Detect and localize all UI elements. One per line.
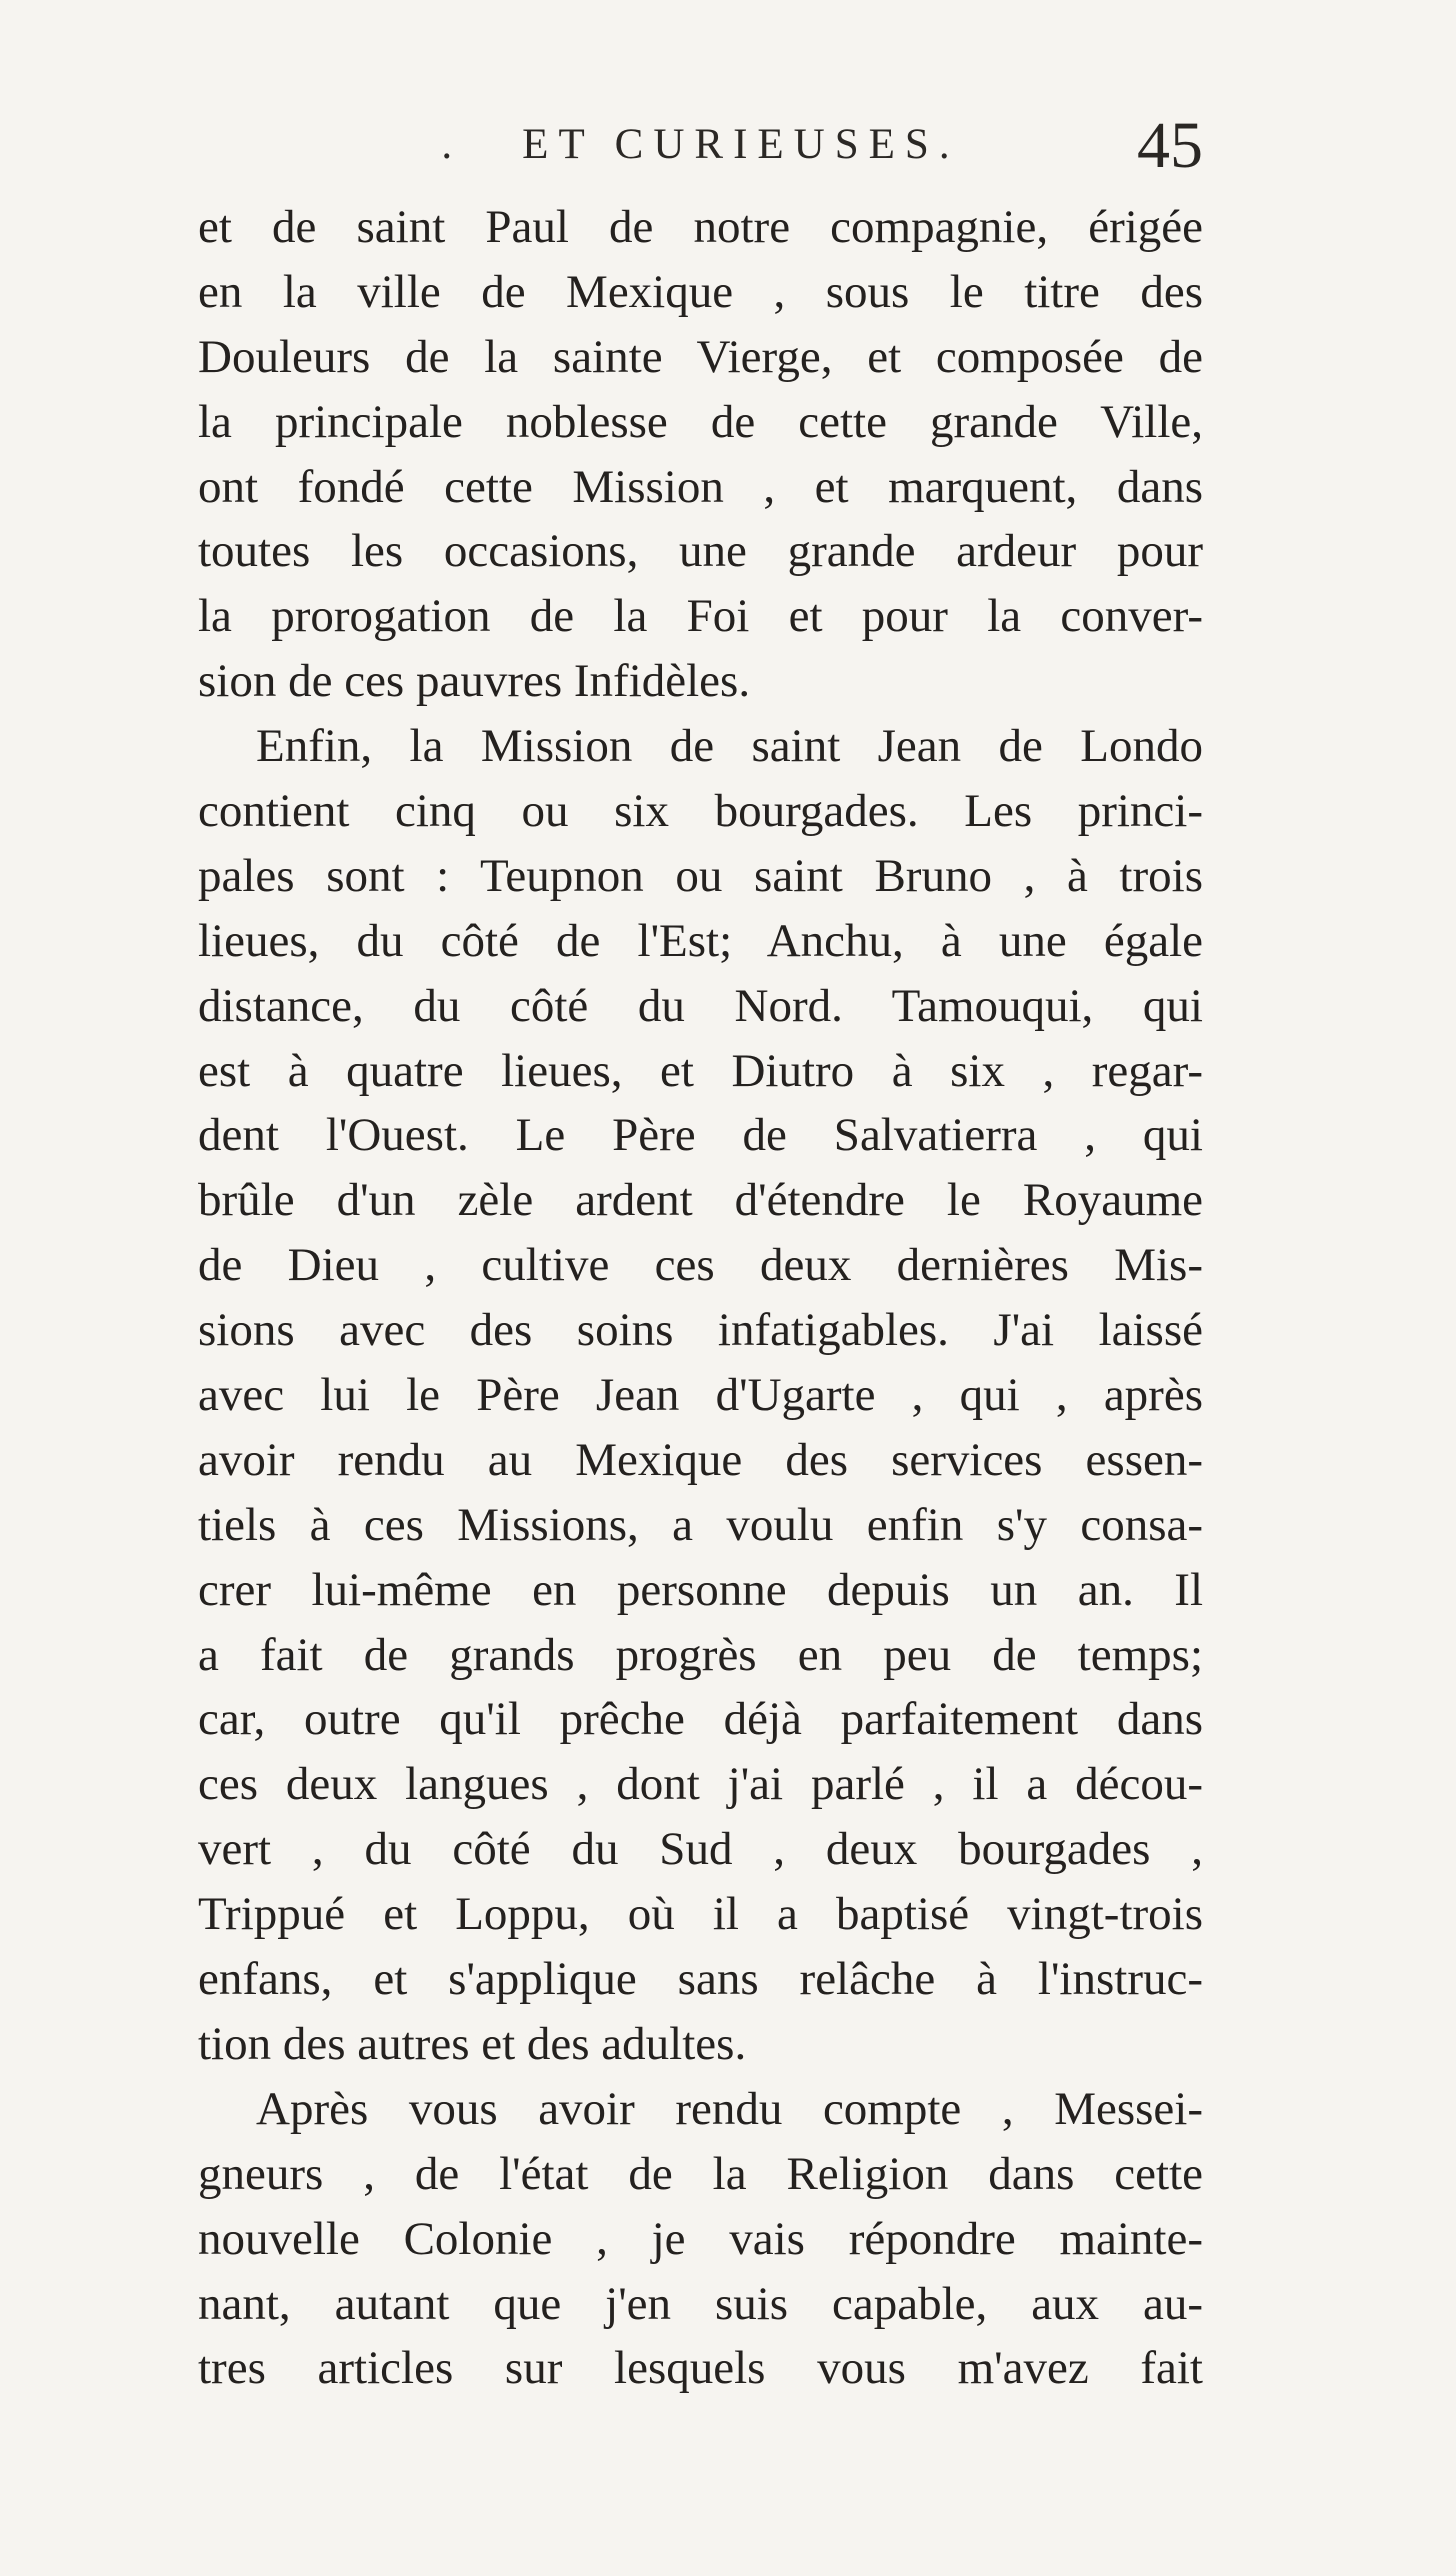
text-line: distance, du côté du Nord. Tamouqui, qui — [198, 979, 1203, 1032]
text-line: de Dieu , cultive ces deux dernières Mis- — [198, 1239, 1203, 1292]
text-line: tres articles sur lesquels vous m'avez fait — [198, 2342, 1203, 2395]
text-line: est à quatre lieues, et Diutro à six , regar- — [198, 1044, 1203, 1097]
text-line: Trippué et Loppu, où il a baptisé vingt-trois — [198, 1888, 1203, 1941]
text-line: brûle d'un zèle ardent d'étendre le Royaume — [198, 1174, 1203, 1227]
text-line: a fait de grands progrès en peu de temps; — [198, 1628, 1203, 1681]
text-line: la prorogation de la Foi et pour la conver- — [198, 590, 1203, 643]
text-line: avoir rendu au Mexique des services essen- — [198, 1433, 1203, 1486]
text-line: pales sont : Teupnon ou saint Bruno , à trois — [198, 849, 1203, 902]
text-line: vert , du côté du Sud , deux bourgades , — [198, 1823, 1203, 1876]
text-line: et de saint Paul de notre compagnie, érigée — [198, 201, 1203, 253]
body-text — [198, 195, 1203, 2401]
text-line: Douleurs de la sainte Vierge, et composée de — [198, 330, 1203, 383]
text-line: contient cinq ou six bourgades. Les princi- — [198, 785, 1203, 838]
text-line: car, outre qu'il prêche déjà parfaitement dans — [198, 1693, 1203, 1746]
text-line: gneurs , de l'état de la Religion dans cette — [198, 2147, 1203, 2200]
text-line: Après vous avoir rendu compte , Messei- — [256, 2082, 1203, 2135]
text-line: ont fondé cette Mission , et marquent, dans — [198, 460, 1203, 513]
text-line: enfans, et s'applique sans relâche à l'instruc- — [198, 1953, 1203, 2006]
text-line: lieues, du côté de l'Est; Anchu, à une égale — [198, 914, 1203, 967]
text-line: sions avec des soins infatigables. J'ai laissé — [198, 1304, 1203, 1357]
running-title — [198, 120, 1203, 169]
header-dot: . — [441, 121, 453, 168]
text-line: avec lui le Père Jean d'Ugarte , qui , après — [198, 1369, 1203, 1422]
page-header — [198, 109, 1203, 198]
text-line: tion des autres et des adultes. — [198, 2017, 747, 2070]
text-line: crer lui-même en personne depuis un an. Il — [198, 1563, 1203, 1616]
text-line: toutes les occasions, une grande ardeur pour — [198, 525, 1203, 578]
text-line: ces deux langues , dont j'ai parlé , il a décou- — [198, 1758, 1203, 1811]
text-line: nant, autant que j'en suis capable, aux au- — [198, 2277, 1203, 2330]
text-line: nouvelle Colonie , je vais répondre mainte- — [198, 2212, 1203, 2265]
text-line: Enfin, la Mission de saint Jean de Londo — [256, 720, 1203, 773]
text-line: dent l'Ouest. Le Père de Salvatierra , qui — [198, 1109, 1203, 1162]
running-title-text: ET CURIEUSES. — [522, 121, 960, 168]
text-line: la principale noblesse de cette grande Ville, — [198, 395, 1203, 448]
text-line: sion de ces pauvres Infidèles. — [198, 655, 751, 708]
text-line: tiels à ces Missions, a voulu enfin s'y consa- — [198, 1498, 1203, 1551]
page-number: 45 — [1137, 109, 1203, 182]
text-line: en la ville de Mexique , sous le titre des — [198, 265, 1203, 318]
